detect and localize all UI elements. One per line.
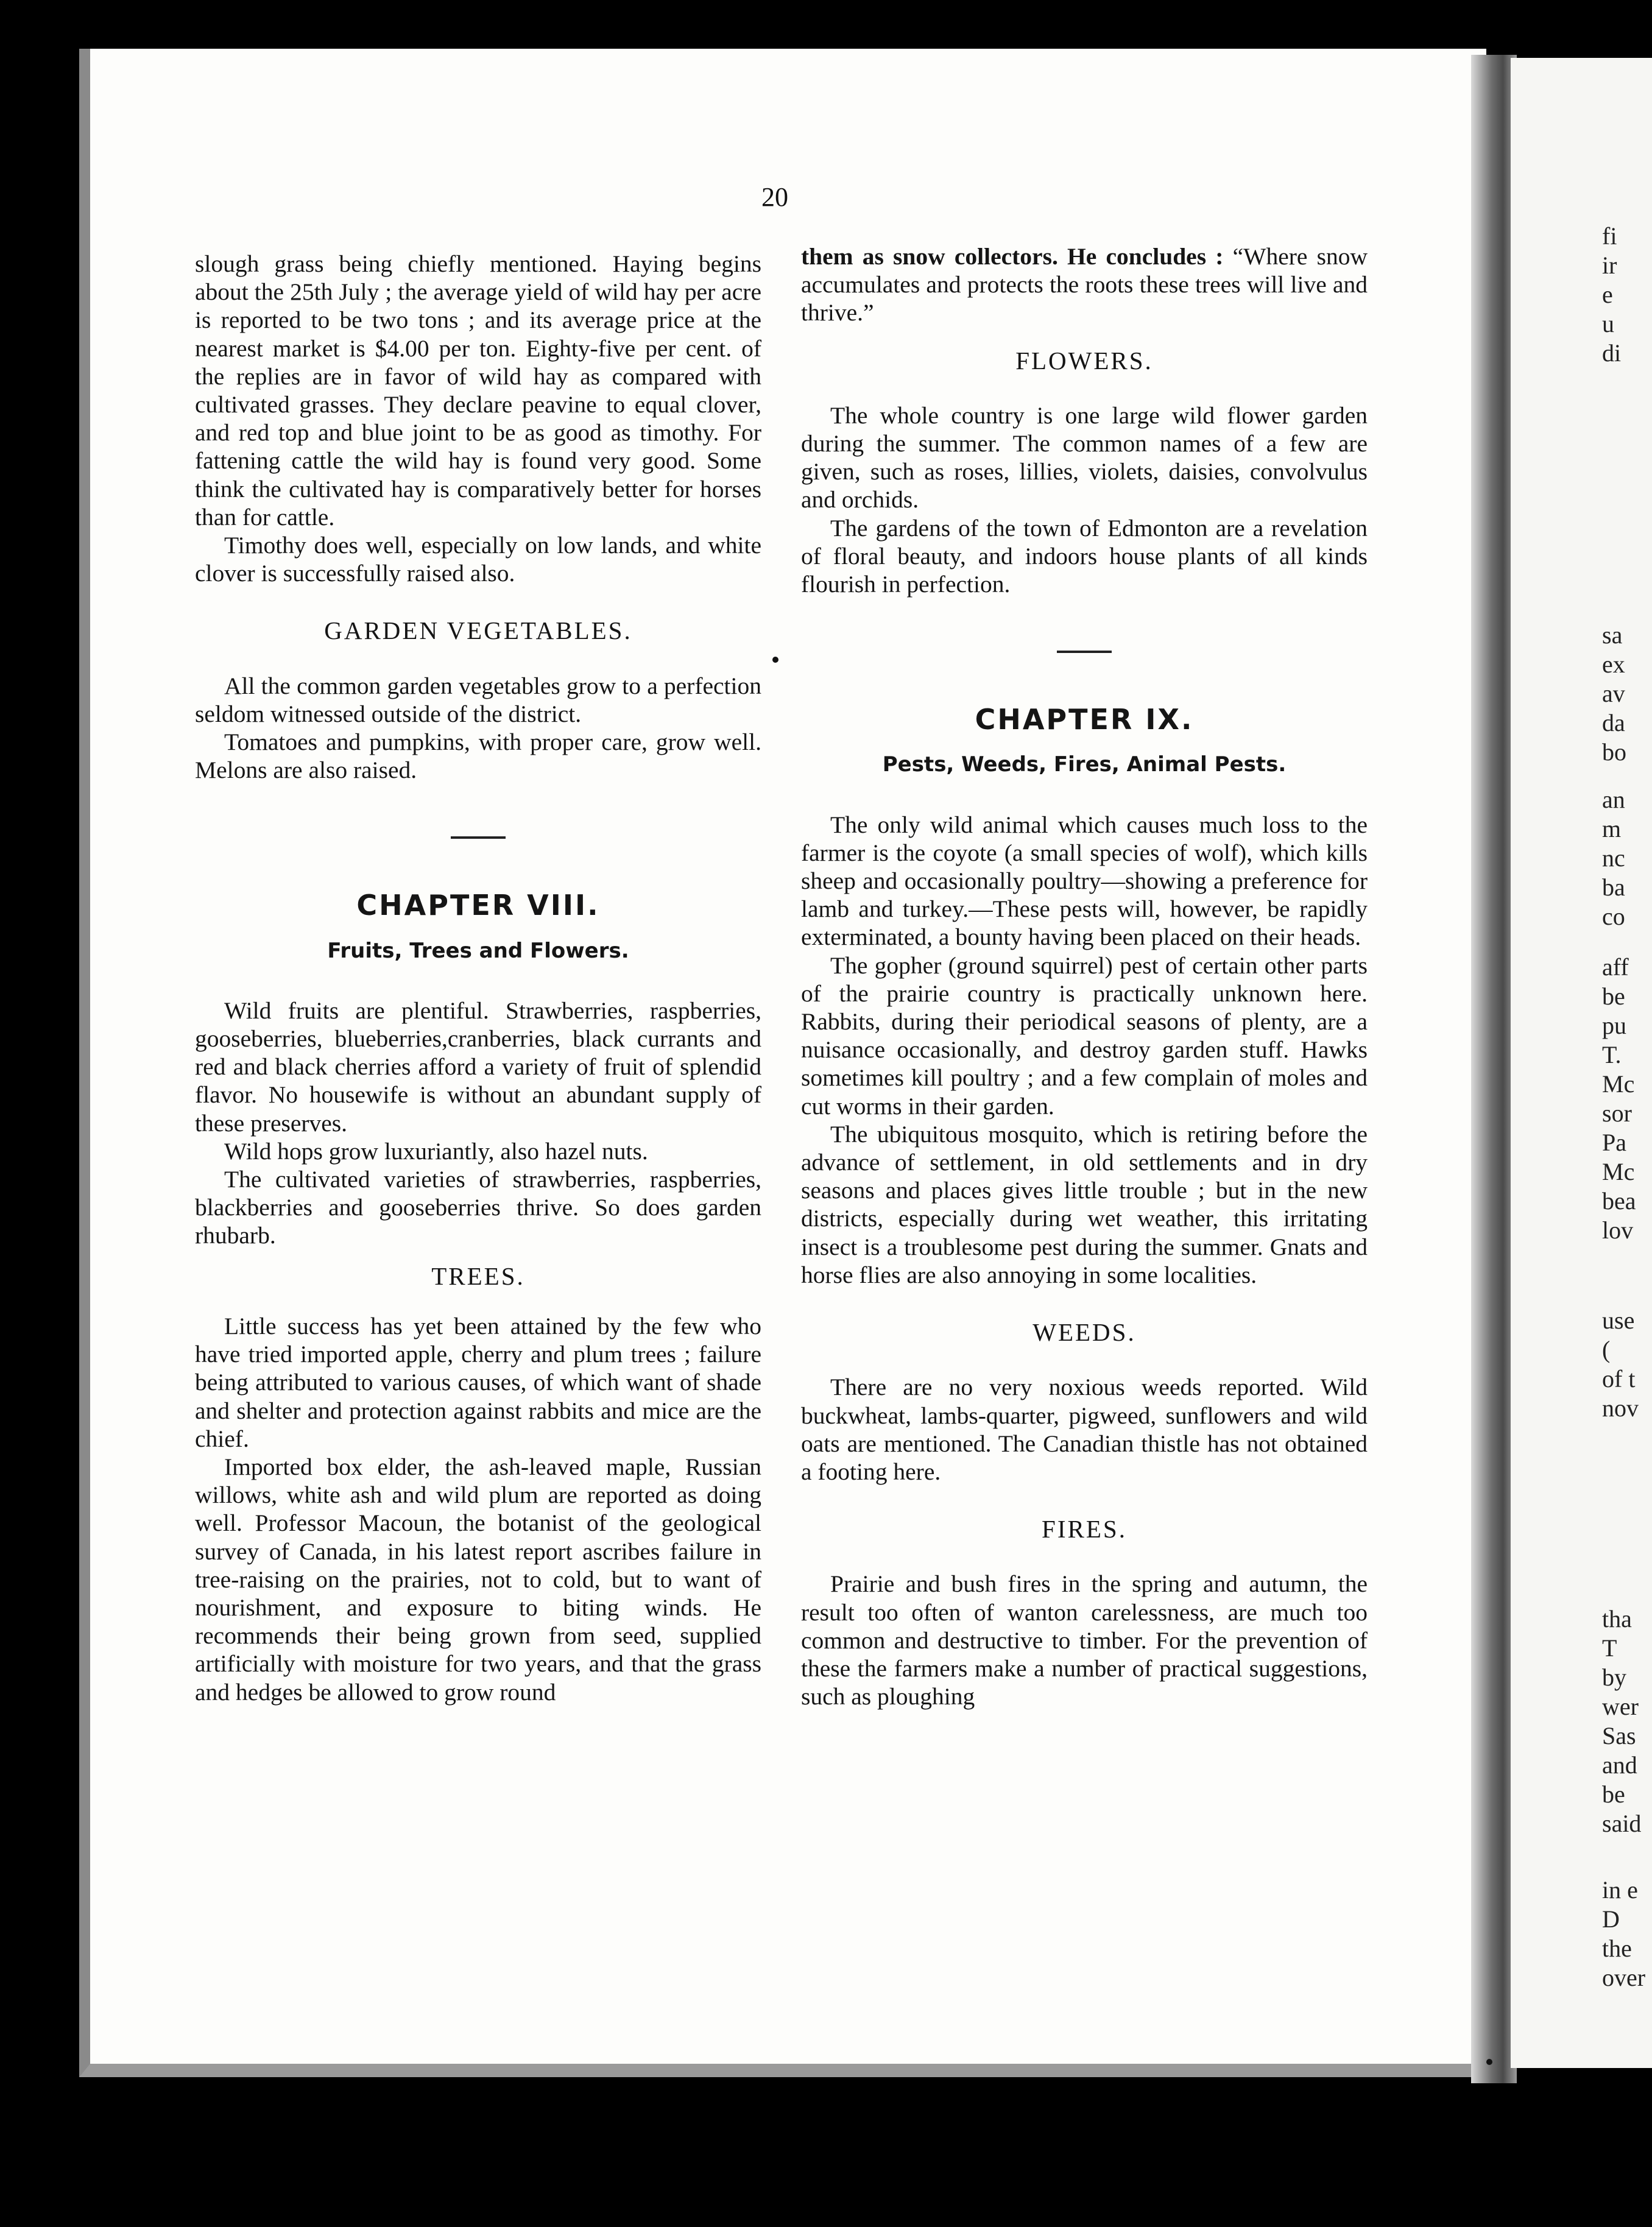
fires-paragraph: Prairie and bush fires in the spring and autumn, the result too often of wanton carelessness, are much too common and destructive to timber. For the prevention of these the farmers make a number of practical suggestions, such as ploughing — [801, 1570, 1368, 1710]
mosquito-paragraph: The ubiquitous mosquito, which is retiring before the advance of settlement, in old settlements and in dry seasons and places gives little trouble ; but in the new districts, especially during wet weather, this irritating insect is a troublesome pest during the summer. Gnats and horse flies are also annoying in some localities. — [801, 1120, 1368, 1288]
adjacent-page-text-fragment: over — [1602, 1964, 1646, 1991]
adjacent-page-text-fragment: aff — [1602, 953, 1629, 981]
garden-vegetables-heading: GARDEN VEGETABLES. — [324, 616, 632, 645]
adjacent-page-text-fragment: T. — [1602, 1041, 1622, 1068]
adjacent-page-text-fragment: sor — [1602, 1099, 1632, 1127]
gopher-paragraph: The gopher (ground squirrel) pest of certain other parts of the prairie country is practically unknown here. Rabbits, during their periodical seasons of plenty, are a nuisance occasionally, and destroy garden stuff. Hawks sometimes kill poultry ; and a few complain of moles and cut worms in their garden. — [801, 951, 1368, 1120]
adjacent-page-text-fragment: Sas — [1602, 1722, 1636, 1749]
adjacent-page-text-fragment: T — [1602, 1634, 1617, 1662]
chapter-ix-subtitle: Pests, Weeds, Fires, Animal Pests. — [882, 752, 1287, 777]
left-column — [195, 250, 761, 1706]
weeds-paragraph: There are no very noxious weeds reported. Wild buckwheat, lambs-quarter, pigweed, sunflowers and wild oats are mentioned. The Canadian thistle has not obtained a footing here. — [801, 1374, 1368, 1485]
adjacent-page-text-fragment: fi — [1602, 222, 1617, 250]
adjacent-page-text-fragment: e — [1602, 281, 1613, 308]
adjacent-page-text-fragment: and — [1602, 1751, 1637, 1779]
book-gutter — [1471, 55, 1517, 2083]
adjacent-page-text-fragment: D — [1602, 1905, 1620, 1933]
tomatoes-paragraph: Tomatoes and pumpkins, with proper care, grow well. Melons are also raised. — [195, 729, 761, 784]
wild-hops-paragraph: Wild hops grow luxuriantly, also hazel nuts. — [224, 1137, 648, 1165]
adjacent-page-text-fragment: said — [1602, 1810, 1642, 1837]
edmonton-gardens-paragraph: The gardens of the town of Edmonton are a revelation of floral beauty, and indoors house plants of all kinds flourish in perfection. — [801, 514, 1368, 598]
adjacent-page-text-fragment: be — [1602, 983, 1625, 1010]
macoun-quote: “Where snow accumulates and protects the roots these trees will live and thrive.” — [801, 243, 1368, 326]
adjacent-page-text-fragment: u — [1602, 310, 1614, 337]
adjacent-page-text-fragment: use — [1602, 1307, 1635, 1334]
adjacent-page-text-fragment: nov — [1602, 1394, 1639, 1422]
adjacent-page-text-fragment: by — [1602, 1664, 1626, 1691]
adjacent-page-text-fragment: of t — [1602, 1365, 1636, 1392]
adjacent-page — [1511, 58, 1652, 2068]
weeds-heading: WEEDS. — [1032, 1318, 1136, 1347]
adjacent-page-text-fragment: in e — [1602, 1876, 1638, 1904]
trees-heading: TREES. — [431, 1262, 525, 1290]
wild-flowers-paragraph: The whole country is one large wild flower garden during the summer. The common names of a few are given, such as roses, lillies, violets, daisies, convolvulus and orchids. — [801, 401, 1368, 514]
fires-heading: FIRES. — [1042, 1515, 1127, 1544]
adjacent-page-text-fragment: an — [1602, 786, 1625, 813]
he-concludes-text: He concludes : — [1067, 243, 1224, 270]
adjacent-page-text-fragment: the — [1602, 1935, 1632, 1962]
section-divider — [451, 836, 506, 839]
adjacent-page-text-fragment: bea — [1602, 1187, 1636, 1215]
adjacent-page-text-fragment: ir — [1602, 252, 1617, 279]
adjacent-page-text-fragment: nc — [1602, 844, 1625, 872]
right-column — [801, 242, 1368, 1710]
adjacent-page-text-fragment: m — [1602, 815, 1622, 842]
adjacent-page-text-fragment: Mc — [1602, 1158, 1635, 1185]
trees-paragraph: Little success has yet been attained by the few who have tried imported apple, cherry and plum trees ; failure being attributed to various causes, of which want of shade and shelter and protection against rabbits and mice are the chief. — [195, 1312, 761, 1452]
adjacent-page-text-fragment: ( — [1602, 1336, 1611, 1363]
trees-continued-paragraph — [801, 242, 1368, 327]
chapter-viii-subtitle: Fruits, Trees and Flowers. — [327, 938, 629, 963]
adjacent-page-text-fragment: Pa — [1602, 1129, 1626, 1156]
cultivated-fruits-paragraph: The cultivated varieties of strawberries, raspberries, blackberries and gooseberries thrive. So does garden rhubarb. — [195, 1166, 761, 1249]
adjacent-page-text-fragment: ex — [1602, 651, 1625, 678]
adjacent-page-text-fragment: da — [1602, 709, 1625, 736]
adjacent-page-text-fragment: ba — [1602, 874, 1625, 901]
adjacent-page-text-fragment: bo — [1602, 738, 1626, 766]
snow-collectors-text: them as snow collectors. — [801, 243, 1058, 270]
chapter-viii-title: CHAPTER VIII. — [356, 889, 600, 922]
adjacent-page-text-fragment: di — [1602, 339, 1622, 367]
hay-paragraph: slough grass being chiefly mentioned. Haying begins about the 25th July ; the average yield of wild hay per acre is reported to be two tons ; and its average price at the nearest market is $4.00 per ton. Eighty-five per cent. of the replies are in favor of wild hay as compared with cultivated grasses. They declare peavine to equal clover, and red top and blue joint to be as good as timothy. For fattening cattle the wild hay is found very good. Some think the cultivated hay is comparatively better for horses than for cattle. — [195, 250, 761, 531]
garden-paragraph: All the common garden vegetables grow to a perfection seldom witnessed outside of the district. — [195, 672, 761, 727]
adjacent-page-text-fragment: sa — [1602, 621, 1623, 649]
adjacent-page-text-fragment: lov — [1602, 1216, 1634, 1244]
coyote-paragraph: The only wild animal which causes much loss to the farmer is the coyote (a small species of wolf), which kills sheep and occasionally poultry—showing a preference for lamb and turkey.—These pests will, however, be rapidly exterminated, a bounty having been placed on their heads. — [801, 811, 1368, 951]
ink-speck — [1486, 2059, 1492, 2065]
imported-trees-paragraph: Imported box elder, the ash-leaved maple, Russian willows, white ash and wild plum are reported as doing well. Professor Macoun, the botanist of the geological survey of Canada, in his latest report ascribes failure in tree-raising on the prairies, not to cold, but to want of nourishment, and exposure to biting winds. He recommends their being grown from seed, supplied artificially with moisture for two years, and that the grass and hedges be allowed to grow round — [195, 1453, 761, 1706]
adjacent-page-text-fragment: tha — [1602, 1605, 1632, 1632]
ink-speck — [772, 657, 778, 663]
adjacent-page-text-fragment: co — [1602, 903, 1625, 930]
adjacent-page-text-fragment: av — [1602, 680, 1625, 707]
timothy-paragraph: Timothy does well, especially on low lands, and white clover is successfully raised also. — [195, 532, 761, 587]
wild-fruits-paragraph: Wild fruits are plentiful. Strawberries, raspberries, gooseberries, blueberries,cranberries, black currants and red and black cherries afford a variety of fruit of splendid flavor. No housewife is without an abundant supply of these preserves. — [195, 997, 761, 1137]
adjacent-page-text-fragment: pu — [1602, 1012, 1626, 1039]
adjacent-page-text-fragment: Mc — [1602, 1070, 1635, 1098]
chapter-ix-title: CHAPTER IX. — [975, 703, 1194, 736]
page-number: 20 — [761, 182, 788, 212]
flowers-heading: FLOWERS. — [1015, 346, 1153, 375]
adjacent-page-text-fragment: be — [1602, 1781, 1625, 1808]
adjacent-page-text-fragment: wer — [1602, 1693, 1639, 1720]
section-divider — [1057, 651, 1112, 653]
